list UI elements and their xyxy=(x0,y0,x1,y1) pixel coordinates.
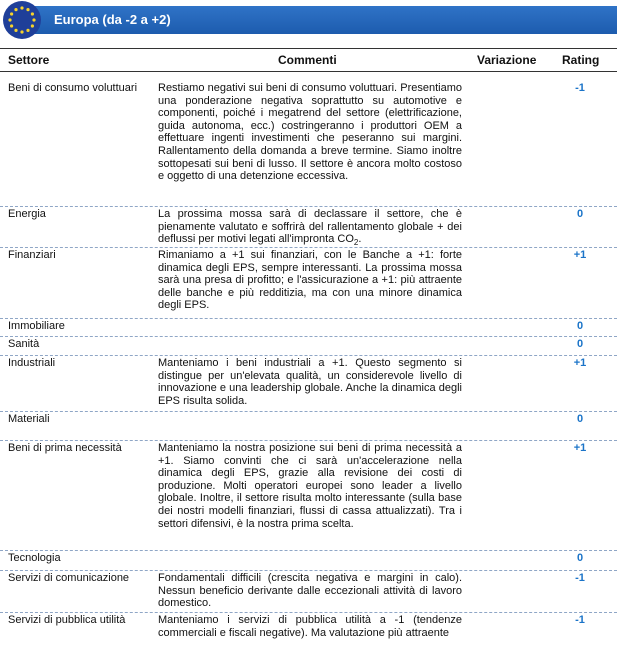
header-comments: Commenti xyxy=(278,53,337,67)
table-row xyxy=(0,355,617,412)
sector-rating: 0 xyxy=(576,413,584,425)
sector-name: Beni di consumo voluttuari xyxy=(8,82,138,94)
table-row xyxy=(0,336,617,356)
banner-title: Europa (da -2 a +2) xyxy=(54,12,171,27)
table-row xyxy=(0,247,617,319)
sector-rating: 0 xyxy=(576,552,584,564)
table-row xyxy=(0,80,617,207)
sector-rating: 0 xyxy=(576,338,584,350)
sector-name: Tecnologia xyxy=(8,552,61,564)
header-sector: Settore xyxy=(8,53,50,67)
sector-comment: Restiamo negativi sui beni di consumo voluttuari. Presentiamo una ponderazione negativa soprattutto su automotive e componenti, poiché i megatrend del settore (elettrificazione, guida autonoma, ecc.) costringeranno i produttori OEM a effettuare ingenti investimenti che peseranno sui margini. Rallentamento della domanda a breve termine. Siamo inoltre sottopesati sui beni di lusso. Il settore è ancora molto costoso e oggetto di una detenzione eccessiva. xyxy=(158,82,462,183)
header-change: Variazione xyxy=(477,53,537,67)
sector-comment: La prossima mossa sarà di declassare il settore, che è pienamente valutato e soffrirà del rallentamento globale + dei deflussi per motivi legati all'impronta $CO_2$. xyxy=(158,208,462,248)
sector-comment: Fondamentali difficili (crescita negativa e margini in calo). Nessun beneficio derivante dalle eccezionali attività di lavoro domestico. xyxy=(158,572,462,610)
sector-name: Servizi di pubblica utilità xyxy=(8,614,126,626)
sector-rating: 0 xyxy=(576,208,584,220)
sector-name: Industriali xyxy=(8,357,56,369)
sector-rating: +1 xyxy=(573,442,587,454)
table-row xyxy=(0,411,617,441)
section-banner xyxy=(0,0,617,40)
table-header xyxy=(0,48,617,72)
sector-rating: 0 xyxy=(576,320,584,332)
table-row xyxy=(0,440,617,551)
sector-name: Energia xyxy=(8,208,46,220)
sector-rating: -1 xyxy=(575,614,585,626)
sector-rating: -1 xyxy=(575,82,585,94)
sector-rating: +1 xyxy=(573,249,587,261)
sector-comment: Manteniamo i servizi di pubblica utilità a -1 (tendenze commerciali e fiscali negative). Ma valutazione più attraente xyxy=(158,614,462,639)
table-row xyxy=(0,550,617,571)
sector-name: Servizi di comunicazione xyxy=(8,572,130,584)
header-rating: Rating xyxy=(562,53,600,67)
sector-comment: Rimaniamo a +1 sui finanziari, con le Banche a +1: forte dinamica degli EPS, sempre interessanti. La prossima mossa sarà una presa di profitto; e l'assicurazione a +1: più attraente delle banche e più redditizia, ma con una minore dinamica degli EPS. xyxy=(158,249,462,312)
eu-flag-icon xyxy=(2,0,42,40)
sector-name: Sanità xyxy=(8,338,40,350)
sector-rating: +1 xyxy=(573,357,587,369)
sector-name: Finanziari xyxy=(8,249,56,261)
table-row xyxy=(0,570,617,613)
sector-name: Materiali xyxy=(8,413,50,425)
sector-name: Immobiliare xyxy=(8,320,65,332)
table-row xyxy=(0,318,617,337)
sector-name: Beni di prima necessità xyxy=(8,442,122,454)
sector-rating: -1 xyxy=(575,572,585,584)
sector-comment: Manteniamo la nostra posizione sui beni di prima necessità a +1. Siamo convinti che ci sarà un'accelerazione nella dinamica degli EPS, grazie alla revisione dei costi di produzione. Molti operatori europei sono leader a livello globale. Inoltre, il settore risulta molto interessante (sulla base dei nostri modelli finanziari, flussi di cassa attualizzati). Tra i settori difensivi, è la nostra prima scelta. xyxy=(158,442,462,530)
table-row xyxy=(0,206,617,248)
table-row xyxy=(0,612,617,657)
sector-comment: Manteniamo i beni industriali a +1. Questo segmento si distingue per un'elevata qualità, un considerevole livello di innovazione e una leadership globale. Anche la dinamica degli EPS risulta solida. xyxy=(158,357,462,407)
